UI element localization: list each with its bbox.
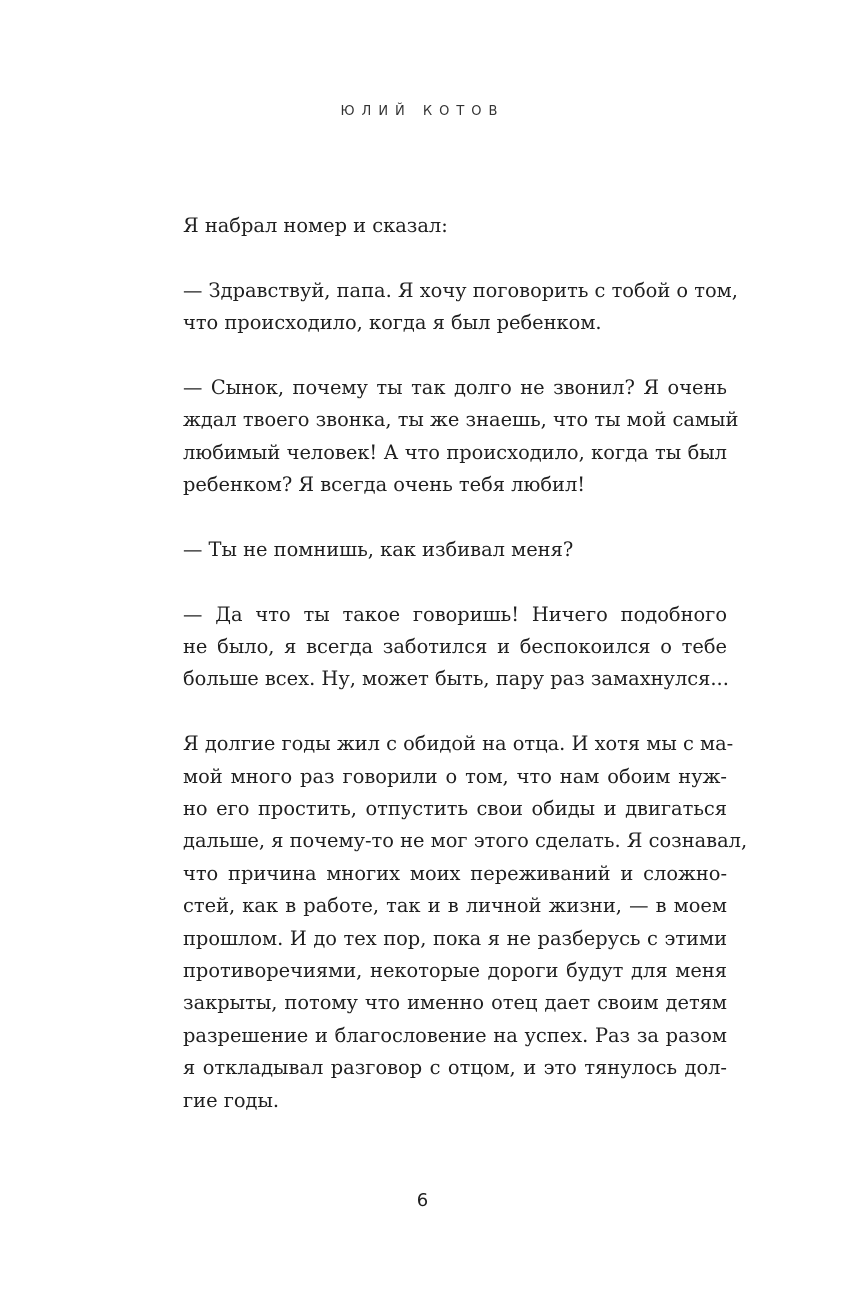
page-number: 6 — [416, 1190, 429, 1211]
text-line: ребенком? Я всегда очень тебя любил! — [183, 473, 586, 497]
text-line: Я долгие годы жил с обидой на отца. И хотя мы с ма- — [183, 732, 734, 756]
text-line: гие годы. — [183, 1088, 280, 1112]
text-line: но его простить, отпустить свои обиды и двигаться — [183, 797, 727, 821]
text-line: дальше, я почему-то не мог этого сделать. Я сознавал, — [183, 829, 748, 853]
text-line: стей, как в работе, так и в личной жизни, — в моем — [183, 894, 727, 918]
text-line: разрешение и благословение на успех. Раз за разом — [183, 1023, 727, 1047]
text-line: я откладывал разговор с отцом, и это тянулось дол- — [183, 1056, 727, 1080]
text-line: что причина многих моих переживаний и сложно- — [183, 861, 727, 885]
paragraph — [183, 372, 739, 502]
text-line: прошлом. И до тех пор, пока я не разберусь с этими — [183, 926, 727, 950]
text-line: ждал твоего звонка, ты же знаешь, что ты мой самый — [183, 408, 739, 432]
text-line: мой много раз говорили о том, что нам обоим нуж- — [183, 764, 727, 788]
paragraph — [183, 210, 727, 242]
text-line: Я набрал номер и сказал: — [183, 214, 448, 237]
running-head-author: ЮЛИЙ КОТОВ — [340, 104, 505, 119]
text-line: любимый человек! А что происходило, когда ты был — [183, 440, 727, 464]
text-line: — Сынок, почему ты так долго не звонил? Я очень — [183, 375, 727, 399]
paragraph — [183, 728, 748, 1117]
text-line: больше всех. Ну, может быть, пару раз замахнулся... — [183, 667, 729, 691]
text-line: не было, я всегда заботился и беспокоился о тебе — [183, 635, 727, 659]
text-line: противоречиями, некоторые дороги будут для меня — [183, 958, 727, 982]
paragraph — [183, 534, 727, 566]
text-line: — Да что ты такое говоришь! Ничего подобного — [183, 602, 727, 626]
paragraph — [183, 599, 727, 696]
text-line: что происходило, когда я был ребенком. — [183, 311, 602, 335]
text-line: — Ты не помнишь, как избивал меня? — [183, 537, 574, 561]
paragraph — [183, 275, 738, 340]
body-text — [183, 210, 748, 1117]
text-line: — Здравствуй, папа. Я хочу поговорить с тобой о том, — [183, 278, 738, 302]
text-line: закрыты, потому что именно отец дает своим детям — [183, 991, 727, 1015]
